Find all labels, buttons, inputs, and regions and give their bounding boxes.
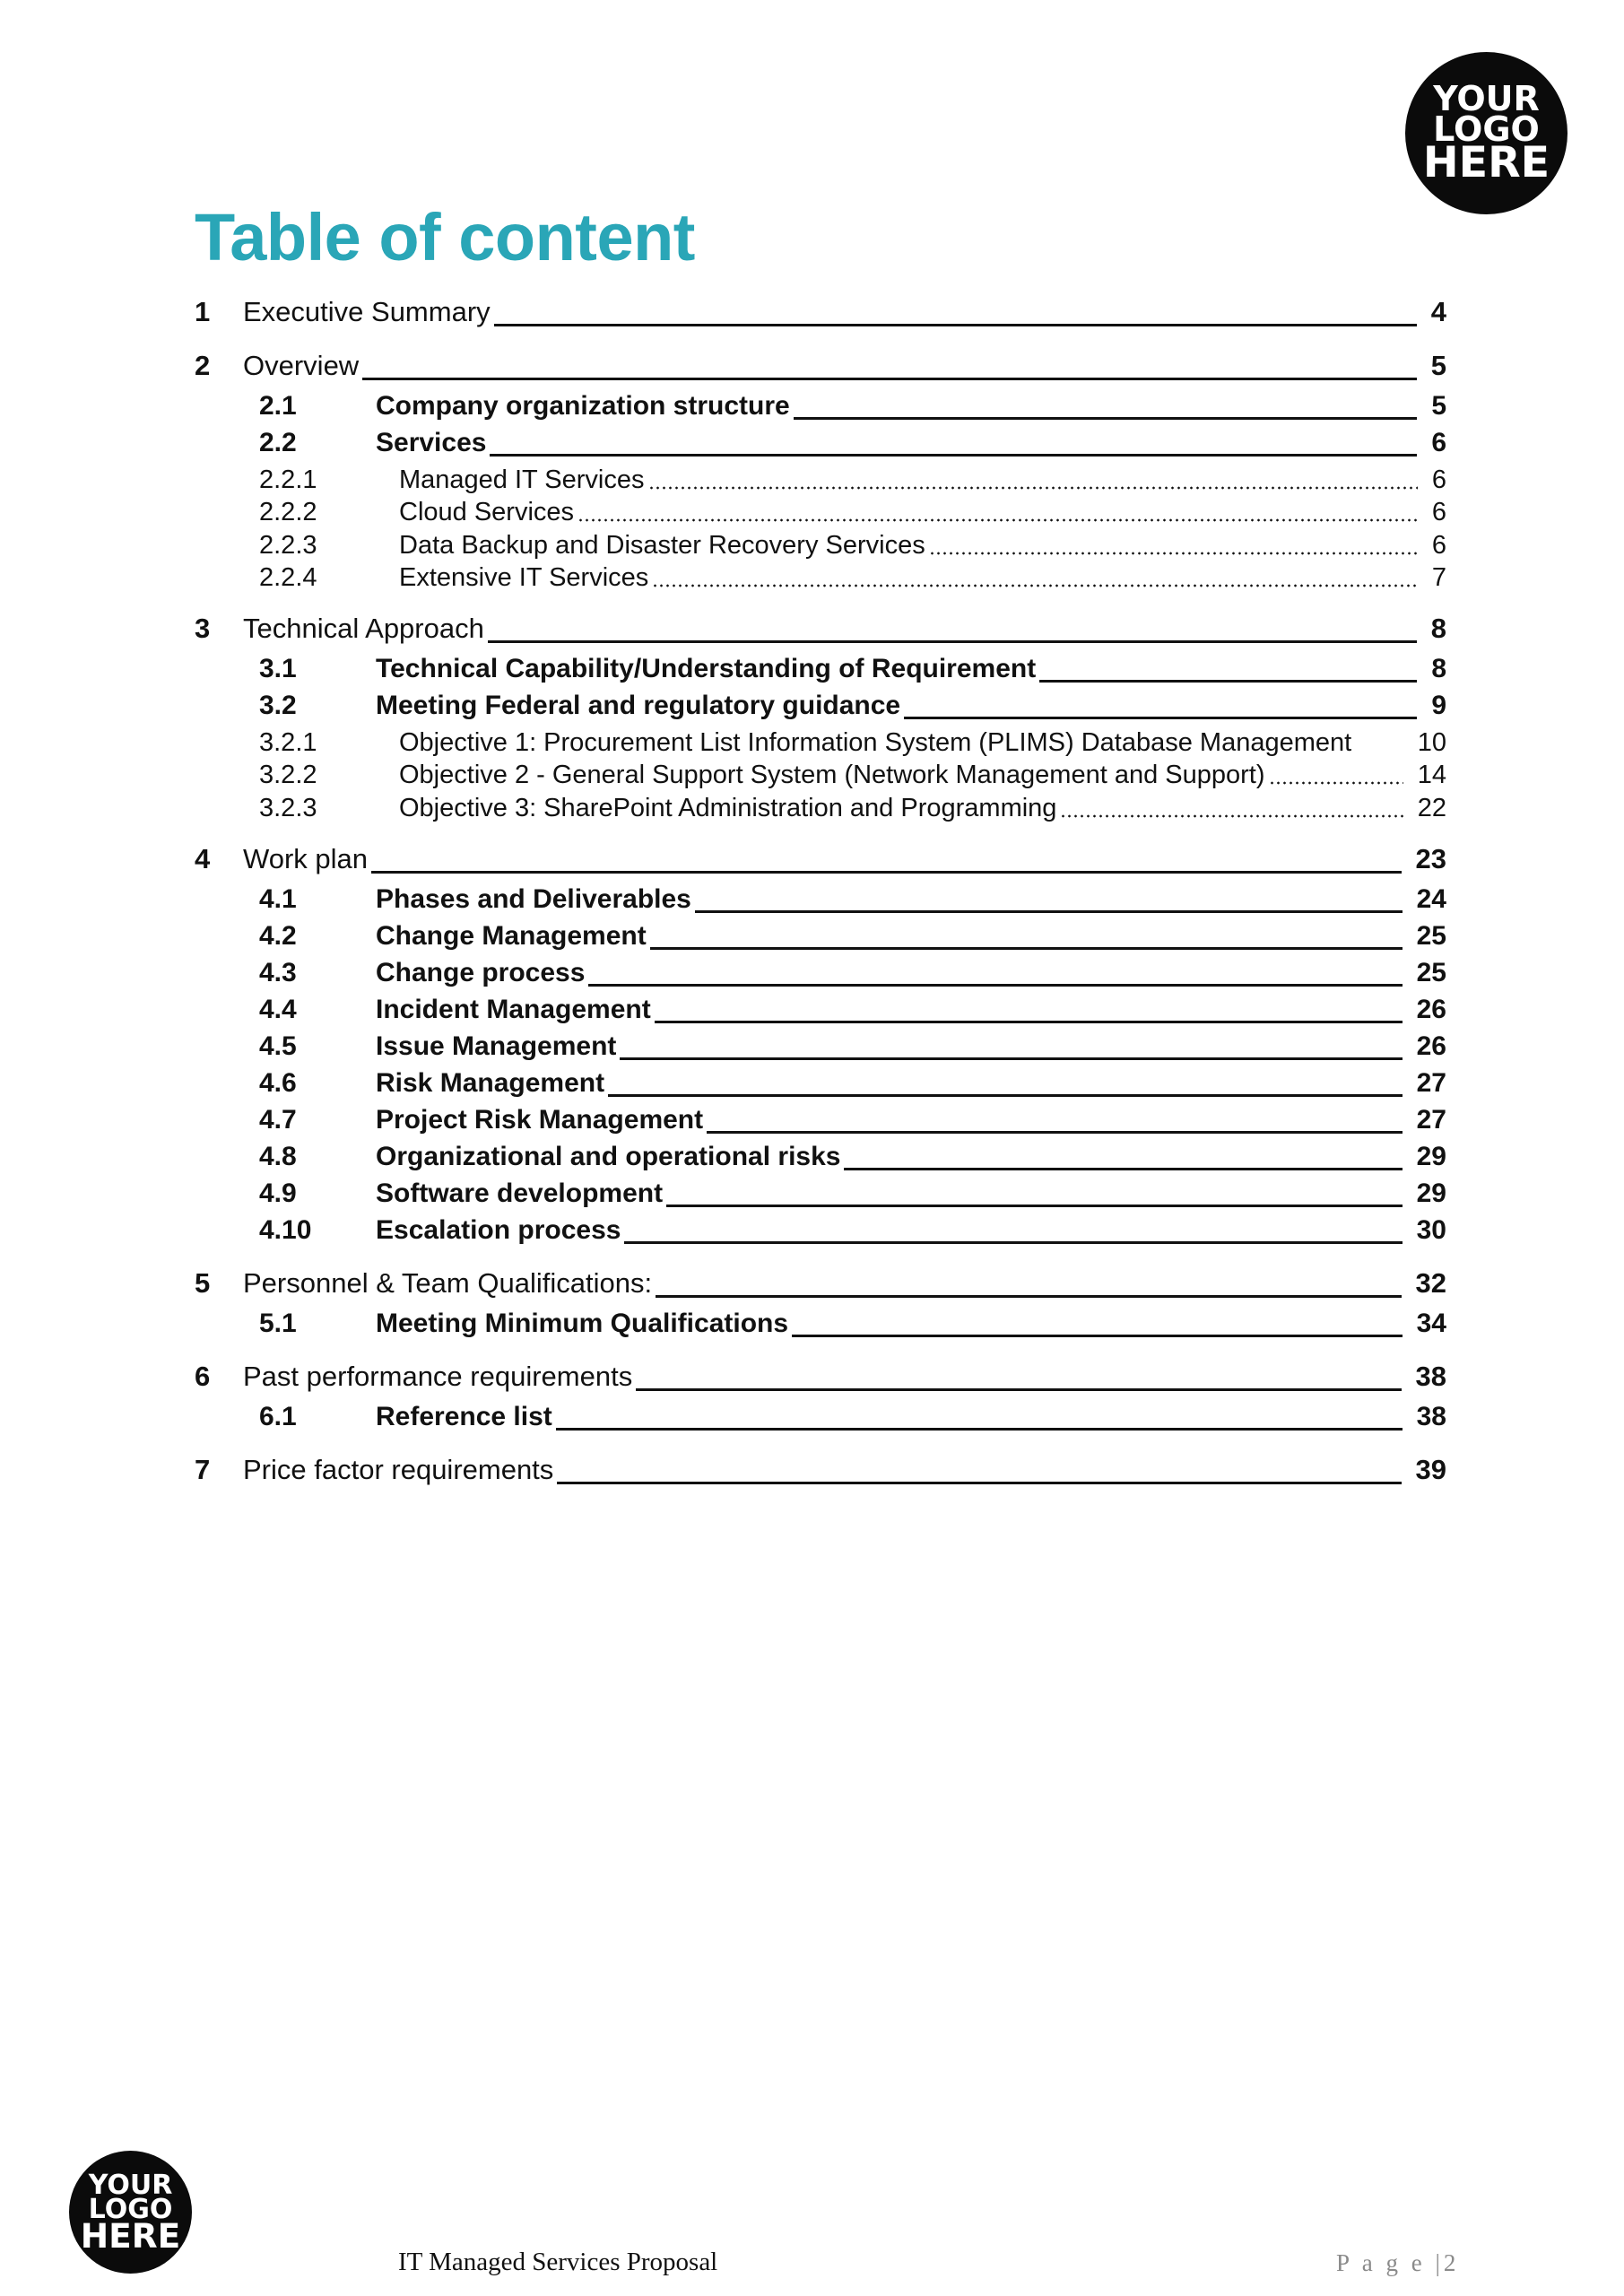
- toc-entry-number: 1: [195, 296, 211, 327]
- toc-entry-title: Executive Summary: [243, 296, 491, 327]
- toc-entry[interactable]: [0, 1400, 1624, 1439]
- toc-entry-page: 38: [1416, 1402, 1446, 1431]
- toc-entry-title: Extensive IT Services: [399, 563, 649, 592]
- toc-entry-number: 7: [195, 1454, 211, 1485]
- toc-entry-page: 8: [1431, 654, 1446, 683]
- toc-leader-line: [707, 1131, 1403, 1134]
- toc-entry[interactable]: [0, 1361, 1624, 1400]
- toc-entry-page: 34: [1416, 1309, 1446, 1338]
- toc-entry[interactable]: [0, 795, 1624, 829]
- toc-leader-line: [556, 1428, 1403, 1431]
- toc-leader-line: [371, 871, 1402, 874]
- toc-entry-number: 5.1: [259, 1309, 297, 1338]
- toc-leader-line: [650, 947, 1403, 950]
- toc-entry-page: 6: [1431, 465, 1446, 494]
- toc-entry-number: 3.2.1: [259, 728, 317, 757]
- toc-entry-title: Project Risk Management: [376, 1105, 704, 1135]
- toc-entry-number: 4.3: [259, 958, 297, 987]
- toc-entry-page: 30: [1416, 1215, 1446, 1245]
- toc-entry-title: Meeting Federal and regulatory guidance: [376, 691, 901, 720]
- footer-page-number: P a g e |2: [1336, 2249, 1460, 2276]
- toc-entry[interactable]: [0, 1030, 1624, 1069]
- toc-entry-title: Technical Approach: [243, 613, 484, 644]
- toc-entry[interactable]: [0, 1307, 1624, 1346]
- toc-entry-page: 27: [1416, 1068, 1446, 1098]
- toc-entry-number: 5: [195, 1267, 211, 1299]
- toc-leader-line: [608, 1094, 1403, 1097]
- toc-entry-page: 39: [1415, 1454, 1446, 1485]
- toc-leader-line: [655, 1021, 1403, 1023]
- toc-entry-number: 4.4: [259, 995, 297, 1024]
- toc-entry-number: 2.2.1: [259, 465, 317, 494]
- toc-leader-line: [666, 1205, 1403, 1207]
- toc-entry[interactable]: [0, 389, 1624, 429]
- toc-leader-line: [490, 454, 1417, 457]
- logo-line-2: LOGO: [88, 2193, 173, 2225]
- toc-entry[interactable]: [0, 613, 1624, 652]
- toc-entry-number: 2.2.4: [259, 563, 317, 592]
- toc-entry-title: Managed IT Services: [399, 465, 645, 494]
- toc-entry-number: 3.2.2: [259, 761, 317, 789]
- toc-leader-line: [362, 378, 1417, 380]
- toc-entry-number: 3.1: [259, 654, 297, 683]
- toc-entry-number: 3: [195, 613, 211, 644]
- toc-entry-number: 4.10: [259, 1215, 312, 1245]
- toc-entry-title: Meeting Minimum Qualifications: [376, 1309, 789, 1338]
- toc-entry[interactable]: [0, 466, 1624, 500]
- toc-entry-number: 3.2: [259, 691, 297, 720]
- toc-entry-page: 8: [1430, 613, 1446, 644]
- toc-entry-page: 9: [1431, 691, 1446, 720]
- toc-leader-line: [904, 717, 1417, 719]
- toc-entry-number: 4: [195, 843, 211, 874]
- toc-entry-page: 4: [1430, 296, 1446, 327]
- logo-line-3: HERE: [1422, 138, 1550, 188]
- toc-entry[interactable]: [0, 1454, 1624, 1493]
- toc-entry-page: 22: [1417, 794, 1446, 822]
- toc-entry[interactable]: [0, 564, 1624, 598]
- toc-entry-number: 2.1: [259, 391, 297, 421]
- toc-entry-title: Phases and Deliverables: [376, 884, 691, 914]
- page-title: Table of content: [195, 200, 695, 274]
- toc-leader-line: [652, 584, 1418, 587]
- toc-leader-line: [844, 1168, 1402, 1170]
- company-logo-bottom: [69, 2151, 192, 2274]
- toc-entry[interactable]: [0, 1213, 1624, 1253]
- toc-leader-line: [494, 324, 1417, 326]
- toc-entry-title: Technical Capability/Understanding of Requirement: [376, 654, 1037, 683]
- toc-entry-number: 2: [195, 350, 211, 381]
- toc-leader-line: [1060, 814, 1403, 818]
- toc-entry-title: Work plan: [243, 843, 368, 874]
- logo-line-3: HERE: [80, 2215, 181, 2256]
- toc-leader-line: [1039, 680, 1417, 683]
- toc-entry-page: 10: [1417, 728, 1446, 757]
- toc-entry-title: Change process: [376, 958, 586, 987]
- toc-entry[interactable]: [0, 1140, 1624, 1179]
- toc-leader-line: [794, 417, 1418, 420]
- toc-leader-line: [620, 1057, 1402, 1060]
- toc-leader-line: [578, 518, 1418, 522]
- toc-entry-page: 5: [1431, 391, 1446, 421]
- logo-line-1: YOUR: [88, 2169, 173, 2201]
- toc-entry[interactable]: [0, 689, 1624, 728]
- toc-entry[interactable]: [0, 1103, 1624, 1143]
- toc-entry-title: Company organization structure: [376, 391, 790, 421]
- toc-entry-number: 2.2.3: [259, 531, 317, 560]
- toc-leader-line: [929, 552, 1418, 555]
- toc-entry-title: Change Management: [376, 921, 647, 951]
- toc-entry[interactable]: [0, 843, 1624, 883]
- toc-entry-title: Escalation process: [376, 1215, 621, 1245]
- toc-entry-number: 4.8: [259, 1142, 297, 1171]
- toc-entry-number: 4.9: [259, 1178, 297, 1208]
- toc-entry-title: Software development: [376, 1178, 664, 1208]
- toc-leader-line: [588, 984, 1402, 987]
- toc-entry[interactable]: [0, 761, 1624, 796]
- toc-entry-page: 38: [1415, 1361, 1446, 1392]
- toc-entry-title: Past performance requirements: [243, 1361, 633, 1392]
- toc-entry-title: Incident Management: [376, 995, 651, 1024]
- toc-entry[interactable]: [0, 883, 1624, 922]
- toc-entry[interactable]: [0, 919, 1624, 959]
- toc-leader-line: [488, 640, 1417, 643]
- toc-entry-page: 5: [1430, 350, 1446, 381]
- toc-entry[interactable]: [0, 532, 1624, 566]
- toc-entry-number: 3.2.3: [259, 794, 317, 822]
- toc-entry-title: Price factor requirements: [243, 1454, 554, 1485]
- toc-entry[interactable]: [0, 426, 1624, 465]
- toc-entry-title: Organizational and operational risks: [376, 1142, 841, 1171]
- toc-entry-page: 27: [1416, 1105, 1446, 1135]
- toc-entry[interactable]: [0, 729, 1624, 763]
- toc-entry-page: 32: [1415, 1267, 1446, 1299]
- toc-entry-title: Overview: [243, 350, 360, 381]
- toc-entry-number: 4.6: [259, 1068, 297, 1098]
- toc-entry-title: Data Backup and Disaster Recovery Services: [399, 531, 925, 560]
- toc-entry[interactable]: [0, 499, 1624, 533]
- toc-entry-title: Objective 3: SharePoint Administration and Programming: [399, 794, 1057, 822]
- toc-entry-page: 6: [1431, 531, 1446, 560]
- toc-entry-page: 29: [1416, 1142, 1446, 1171]
- logo-line-1: YOUR: [1433, 78, 1540, 118]
- toc-entry-page: 29: [1416, 1178, 1446, 1208]
- toc-entry[interactable]: [0, 296, 1624, 335]
- toc-leader-line: [792, 1335, 1403, 1337]
- toc-leader-line: [656, 1295, 1401, 1298]
- toc-entry-number: 4.2: [259, 921, 297, 951]
- toc-entry[interactable]: [0, 1066, 1624, 1106]
- toc-entry-page: 6: [1431, 498, 1446, 526]
- toc-entry-number: 2.2: [259, 428, 297, 457]
- toc-entry[interactable]: [0, 956, 1624, 996]
- toc-entry-page: 26: [1416, 995, 1446, 1024]
- toc-entry-title: Cloud Services: [399, 498, 575, 526]
- toc-entry-number: 6: [195, 1361, 211, 1392]
- toc-entry-page: 14: [1417, 761, 1446, 789]
- toc-entry[interactable]: [0, 993, 1624, 1032]
- toc-entry-page: 25: [1416, 958, 1446, 987]
- toc-entry-title: Reference list: [376, 1402, 552, 1431]
- logo-line-2: LOGO: [1433, 109, 1540, 150]
- toc-entry-number: 6.1: [259, 1402, 297, 1431]
- toc-entry-title: Services: [376, 428, 487, 457]
- toc-entry-title: Objective 1: Procurement List Information System (PLIMS) Database Management: [399, 728, 1352, 757]
- toc-entry-number: 2.2.2: [259, 498, 317, 526]
- toc-entry[interactable]: [0, 350, 1624, 389]
- toc-entry[interactable]: [0, 1267, 1624, 1307]
- toc-leader-line: [1269, 781, 1403, 785]
- toc-entry-title: Personnel & Team Qualifications:: [243, 1267, 653, 1299]
- toc-entry-title: Issue Management: [376, 1031, 617, 1061]
- toc-leader-line: [557, 1482, 1401, 1484]
- toc-entry-number: 4.5: [259, 1031, 297, 1061]
- toc-entry-page: 26: [1416, 1031, 1446, 1061]
- toc-entry[interactable]: [0, 1177, 1624, 1216]
- toc-leader-line: [636, 1388, 1401, 1391]
- toc-entry-page: 24: [1416, 884, 1446, 914]
- toc-entry-page: 6: [1431, 428, 1446, 457]
- toc-leader-line: [624, 1241, 1402, 1244]
- toc-leader-line: [695, 910, 1403, 913]
- toc-entry-title: Risk Management: [376, 1068, 605, 1098]
- toc-entry-page: 23: [1415, 843, 1446, 874]
- footer-document-title: IT Managed Services Proposal: [398, 2248, 718, 2276]
- toc-entry-number: 4.7: [259, 1105, 297, 1135]
- toc-entry-number: 4.1: [259, 884, 297, 914]
- toc-entry-title: Objective 2 - General Support System (Network Management and Support): [399, 761, 1265, 789]
- toc-entry[interactable]: [0, 652, 1624, 691]
- toc-leader-line: [648, 486, 1418, 490]
- toc-entry-page: 7: [1431, 563, 1446, 592]
- toc-entry-page: 25: [1416, 921, 1446, 951]
